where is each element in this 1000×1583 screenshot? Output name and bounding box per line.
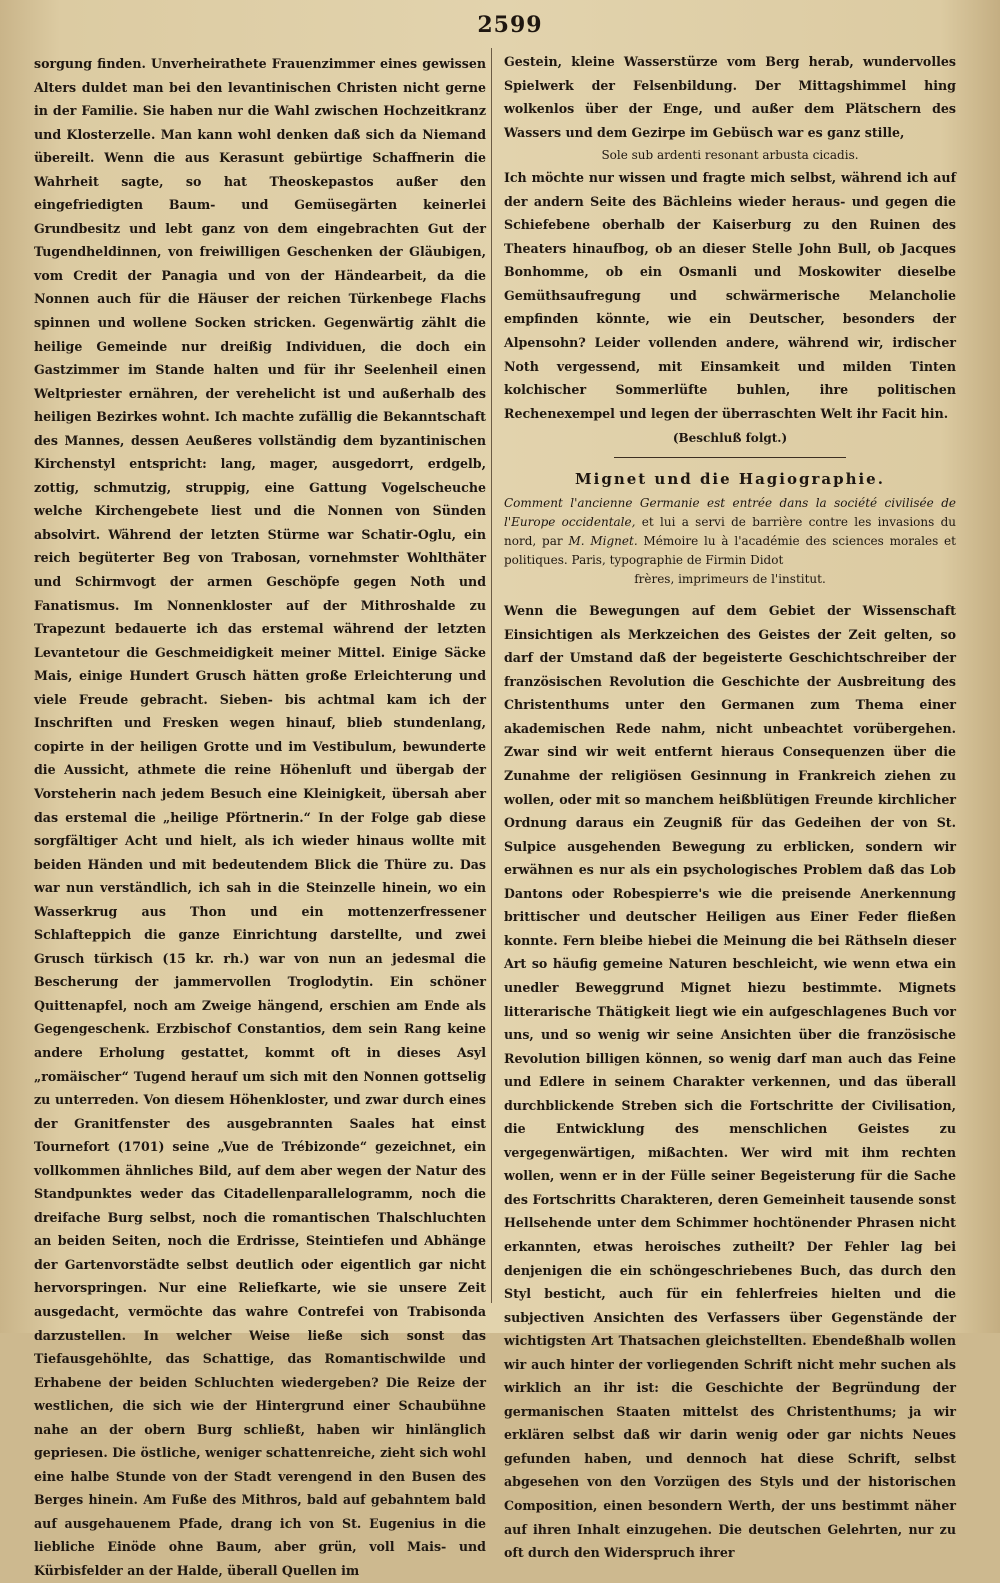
right-column-body-text: Wenn die Bewegungen auf dem Gebiet der Wissenschaft Einsichtigen als Merkzeichen des Geistes der Zeit gelten, so darf der Umstand daß der begeisterte Geschichtschreiber der französischen Revolution die Geschichte der Ausbreitung des Christenthums unter den Germanen zum Thema einer akademischen Rede nahm, nicht unbeachtet vorübergehen. Zwar sind wir weit entfernt hieraus Consequenzen über die Zunahme der religiösen Gesinnung in Frankreich ziehen zu wollen, oder mit so manchem heißblütigen Freunde kirchlicher Ordnung daraus ein Zeugniß für das Gedeihen der von St. Sulpice ausgehenden Bewegung zu erblicken, sondern wir erwähnen es nur als ein psychologisches Problem daß das Lob Dantons oder Robespierre's wie die preisende Anerkennung brittischer und deutscher Heiligen aus Einer Feder fließen konnte. Fern bleibe hiebei die Meinung die bei Räthseln dieser Art so häufig gemeine Naturen beschleicht, wie wenn etwa ein unedler Beweggrund Mignet hiezu bestimmte. Mignets litterarische Thätigkeit liegt wie ein aufgeschlagenes Buch vor uns, und so wenig wir seine Ansichten über die französische Revolution billigen können, so wenig darf man auch das Feine und Edlere in seinem Charakter verkennen, und das überall durchblickende Streben sich die Fortschritte der Civilisation, die Entwicklung des menschlichen Geistes zu vergegenwärtigen, mißachten. Wer wird mit ihm rechten wollen, wenn er in der Fülle seiner Begeisterung für die Sache des Fortschritts Charakteren, deren Gemeinheit tausende sonst Hellsehende unter dem Schimmer hochtönender Phrasen nicht erkannten, etwas heroisches zutheilt? Der Fehler lag bei denjenigen die ein schöngeschriebenes Buch, das durch den Styl besticht, auch für ein fehlerfreies hielten und die subjectiven Ansichten des Verfassers über Gegenstände der wichtigsten Art Thatsachen gleichstellten. Ebendeßhalb wollen wir auch hinter der vorliegenden Schrift nicht mehr suchen als wirklich an ihr ist: die Geschichte der Begründung der germanischen Staaten mittelst des Christenthums; ja wir erklären selbst daß wir darin wenig oder gar nichts Neues gefunden haben, und dennoch hat diese Schrift, selbst abgesehen von den Vorzügen des Styls und der historischen Composition, einen besondern Werth, der uns bestimmt näher auf ihren Inhalt einzugehen. Die deutschen Gelehrten, nur zu oft durch den Widerspruch ihrer [504,603,956,1561]
french-publisher: Mémoire lu à l'académie des sciences morales et politiques. Paris, typographie de Firmin Didot [504,534,956,568]
right-column [504,50,956,1565]
column-divider [491,48,492,1303]
french-imprint: frères, imprimeurs de l'institut. [634,572,826,587]
latin-quote: Sole sub ardenti resonant arbusta cicadis. [601,148,859,163]
page-number: 2599 [477,12,543,38]
right-column-mid-text: Ich möchte nur wissen und fragte mich selbst, während ich auf der andern Seite des Bächleins wieder heraus- und gegen die Schiefebene oberhalb der Kaiserburg zu den Ruinen des Theaters hinaufbog, ob an dieser Stelle John Bull, ob Jacques Bonhomme, ob ein Osmanli und Moskowiter dieselbe Gemüthsaufregung und schwärmerische Melancholie empfinden könnte, wie ein Deutscher, besonders der Alpensohn? Leider vollenden andere, während wir, irdischer Noth vergessend, mit Einsamkeit und milden Tinten kolchischer Sommerlüfte buhlen, ihre politischen Rechenexempel und legen der überraschten Welt ihr Facit hin. [504,170,956,421]
right-column-top-text: Gestein, kleine Wasserstürze vom Berg herab, wundervolles Spielwerk der Felsenbildung. Der Mittagshimmel hing wolkenlos über der Enge, und außer dem Plätschern des Wassers und dem Gezirpe im Gebüsch war es ganz stille, [504,54,956,140]
french-author: M. Mignet. [568,534,638,549]
french-subtitle: et lui a servi de barrière contre les invasions du nord, par [504,515,956,549]
french-citation [504,494,956,589]
left-column-text: sorgung finden. Unverheirathete Frauenzimmer eines gewissen Alters duldet man bei den levantinischen Christen nicht gerne in der Familie. Sie haben nur die Wahl zwischen Hochzeitkranz und Klosterzelle. Man kann wohl denken daß sich da Niemand übereilt. Wenn die aus Kerasunt gebürtige Schaffnerin die Wahrheit sagte, so hat Theoskepastos außer den eingefriedigten Baum- und Gemüsegärten keinerlei Grundbesitz und lebt ganz von dem eingebrachten Gut der Tugendheldinnen, von freiwilligen Geschenken der Gläubigen, vom Credit der Panagia und von der Händearbeit, da die Nonnen auch für die Häuser der reichen Türkenbege Flachs spinnen und wollene Socken stricken. Gegenwärtig zählt die heilige Gemeinde nur dreißig Individuen, die doch ein Gastzimmer im Stande halten und für ihr Seelenheil einen Weltpriester ernähren, der verehelicht ist und außerhalb des heiligen Bezirkes wohnt. Ich machte zufällig die Bekanntschaft des Mannes, dessen Aeußeres vollständig dem byzantinischen Kirchenstyl entspricht: lang, mager, ausgedorrt, erdgelb, zottig, schmutzig, struppig, eine Gattung Vogelscheuche welche Kirchengebete liest und die Nonnen von Sünden absolvirt. Während der letzten Stürme war Schatir-Oglu, ein reich begüterter Beg von Trabosan, vornehmster Wohlthäter und Schirmvogt der armen Geschöpfe gegen Noth und Fanatismus. Im Nonnenkloster auf der Mithroshalde zu Trapezunt bedauerte ich das erstemal während der letzten Levantetour die Geschmeidigkeit meiner Mittel. Einige Säcke Mais, einige Hundert Grusch hätten große Erleichterung und viele Freude gebracht. Sieben- bis achtmal kam ich der Inschriften und Fresken wegen hinauf, blieb stundenlang, copirte in der heiligen Grotte und im Vestibulum, bewunderte die Aussicht, athmete die reine Höhenluft und übergab der Vorsteherin nach jedem Besuch eine Kleinigkeit, übersah aber das erstemal die „heilige Pförtnerin.“ In der Folge gab diese sorgfältiger Acht und hielt, als ich wieder hinaus wollte mit beiden Händen und mit bedeutendem Blick die Thüre zu. Das war nun verständlich, ich sah in die Steinzelle hinein, wo ein Wasserkrug aus Thon und ein mottenzerfressener Schlafteppich die ganze Einrichtung darstellte, und zwei Grusch türkisch (15 kr. rh.) war von nun an jedesmal die Bescherung der jammervollen Troglodytin. Ein schöner Quittenapfel, noch am Zweige hängend, erschien am Ende als Gegengeschenk. Erzbischof Constantios, dem sein Rang keine andere Erholung gestattet, kommt oft in dieses Asyl „romäischer“ Tugend herauf um sich mit den Nonnen gottselig zu unterreden. Von diesem Höhenkloster, und zwar durch eines der Granitfenster des ausgebrannten Saales hat einst Tournefort (1701) seine „Vue de Trébizonde“ gezeichnet, ein vollkommen ähnliches Bild, auf dem aber wegen der Natur des Standpunktes weder das Citadellenparallelogramm, noch die dreifache Burg selbst, noch die romantischen Thalschluchten an beiden Seiten, noch die Erdrisse, Steintiefen und Abhänge der Gartenvorstädte selbst deutlich oder eigentlich gar nicht hervorspringen. Nur eine Reliefkarte, wie sie unsere Zeit ausgedacht, vermöchte das wahre Contrefei von Trabisonda darzustellen. In welcher Weise ließe sich sonst das Tiefausgehöhlte, das Schattige, das Romantischwilde und Erhabene der beiden Schluchten wiedergeben? Die Reize der westlichen, die sich wie der Hintergrund einer Schaubühne nahe an der obern Burg schließt, haben wir hinlänglich gepriesen. Die östliche, weniger schattenreiche, zieht sich wohl eine halbe Stunde von der Stadt verengend in den Busen des Berges hinein. Am Fuße des Mithros, bald auf gebahntem bald auf ausgehauenem Pfade, drang ich von St. Eugenius in die liebliche Einöde ohne Baum, aber grün, voll Mais- und Kürbisfelder an der Halde, überall Quellen im [34,56,486,1578]
left-column [34,52,486,1583]
section-title: Mignet und die Hagiographie. [575,470,885,489]
continuation-note: (Beschluß folgt.) [672,431,788,446]
french-title: Comment l'ancienne Germanie est entrée dans la société civilisée de l'Europe occidentale, [504,496,956,530]
section-rule [614,457,846,458]
